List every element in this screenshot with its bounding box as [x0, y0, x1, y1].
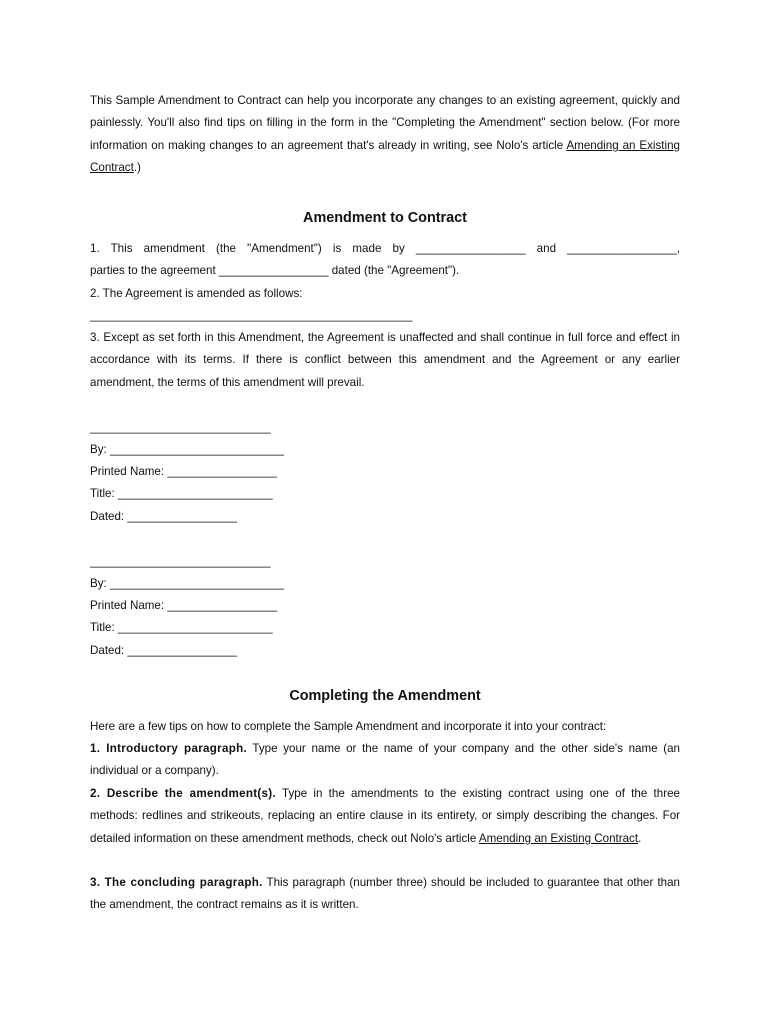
- intro-text-end: .): [133, 161, 141, 175]
- amending-contract-link-2[interactable]: Amending an Existing Contract: [478, 831, 639, 845]
- party-signature-line: ____________________________: [90, 421, 271, 434]
- amendment-title: Amendment to Contract: [303, 210, 467, 226]
- dated-line: Dated: _________________: [90, 644, 237, 657]
- amending-contract-link[interactable]: Amending an Existing Contract: [90, 138, 680, 175]
- tip-3-label: 3. The concluding paragraph.: [90, 876, 263, 889]
- clause-3: 3. Except as set forth in this Amendment, the Agreement is unaffected and shall continue in full force and effect in accordance with its terms. If there is conflict between this amendment and the Agreement or any earlier amendment, the terms of this amendment will prevail.: [90, 331, 680, 389]
- tip-1-text: Type your name or the name of your company and the other side's name (an individual or a company).: [90, 742, 680, 778]
- intro-text: This Sample Amendment to Contract can help you incorporate any changes to an existing agreement, quickly and painlessly. You'll also find tips on filling in the form in the "Completing the Amendment" section below. (For more information on making changes to an agreement that's already in writing, see Nolo's article: [90, 94, 680, 152]
- intro-paragraph: [90, 90, 680, 180]
- tip-2-text: Type in the amendments to the existing contract using one of the three methods: redlines and strikeouts, replacing an entire clause in its entirety, or simply describing the changes. For detailed information on these amendment methods, check out Nolo's article: [90, 787, 680, 845]
- printed-name-line: Printed Name: _________________: [90, 599, 277, 612]
- clause-2: 2. The Agreement is amended as follows:: [90, 287, 303, 300]
- tip-1-label: 1. Introductory paragraph.: [90, 742, 247, 755]
- by-line: By: ___________________________: [90, 443, 285, 456]
- tip-3-text: This paragraph (number three) should be included to guarantee that other than the amendment, the contract remains as it is written.: [90, 876, 681, 912]
- title-line: Title: ________________________: [90, 621, 273, 634]
- tip-2-end: .: [638, 831, 642, 845]
- party-signature-line: ____________________________: [90, 555, 271, 568]
- tip-2: [90, 783, 680, 850]
- clause-2-blank: __________________________________________________: [90, 309, 413, 322]
- clause-1-line-1: 1. This amendment (the "Amendment") is made by _________________ and _________________,: [90, 242, 680, 255]
- clause-1-line-2: parties to the agreement _________________ dated (the "Agreement").: [90, 264, 460, 277]
- title-line: Title: ________________________: [90, 487, 273, 500]
- tip-3: [90, 872, 680, 917]
- dated-line: Dated: _________________: [90, 510, 237, 523]
- tip-1: [90, 738, 680, 783]
- printed-name-line: Printed Name: _________________: [90, 465, 277, 478]
- completing-intro: Here are a few tips on how to complete the Sample Amendment and incorporate it into your contract:: [90, 720, 607, 733]
- by-line: By: ___________________________: [90, 577, 285, 590]
- completing-title: Completing the Amendment: [289, 688, 481, 704]
- tip-2-label: 2. Describe the amendment(s).: [90, 787, 276, 800]
